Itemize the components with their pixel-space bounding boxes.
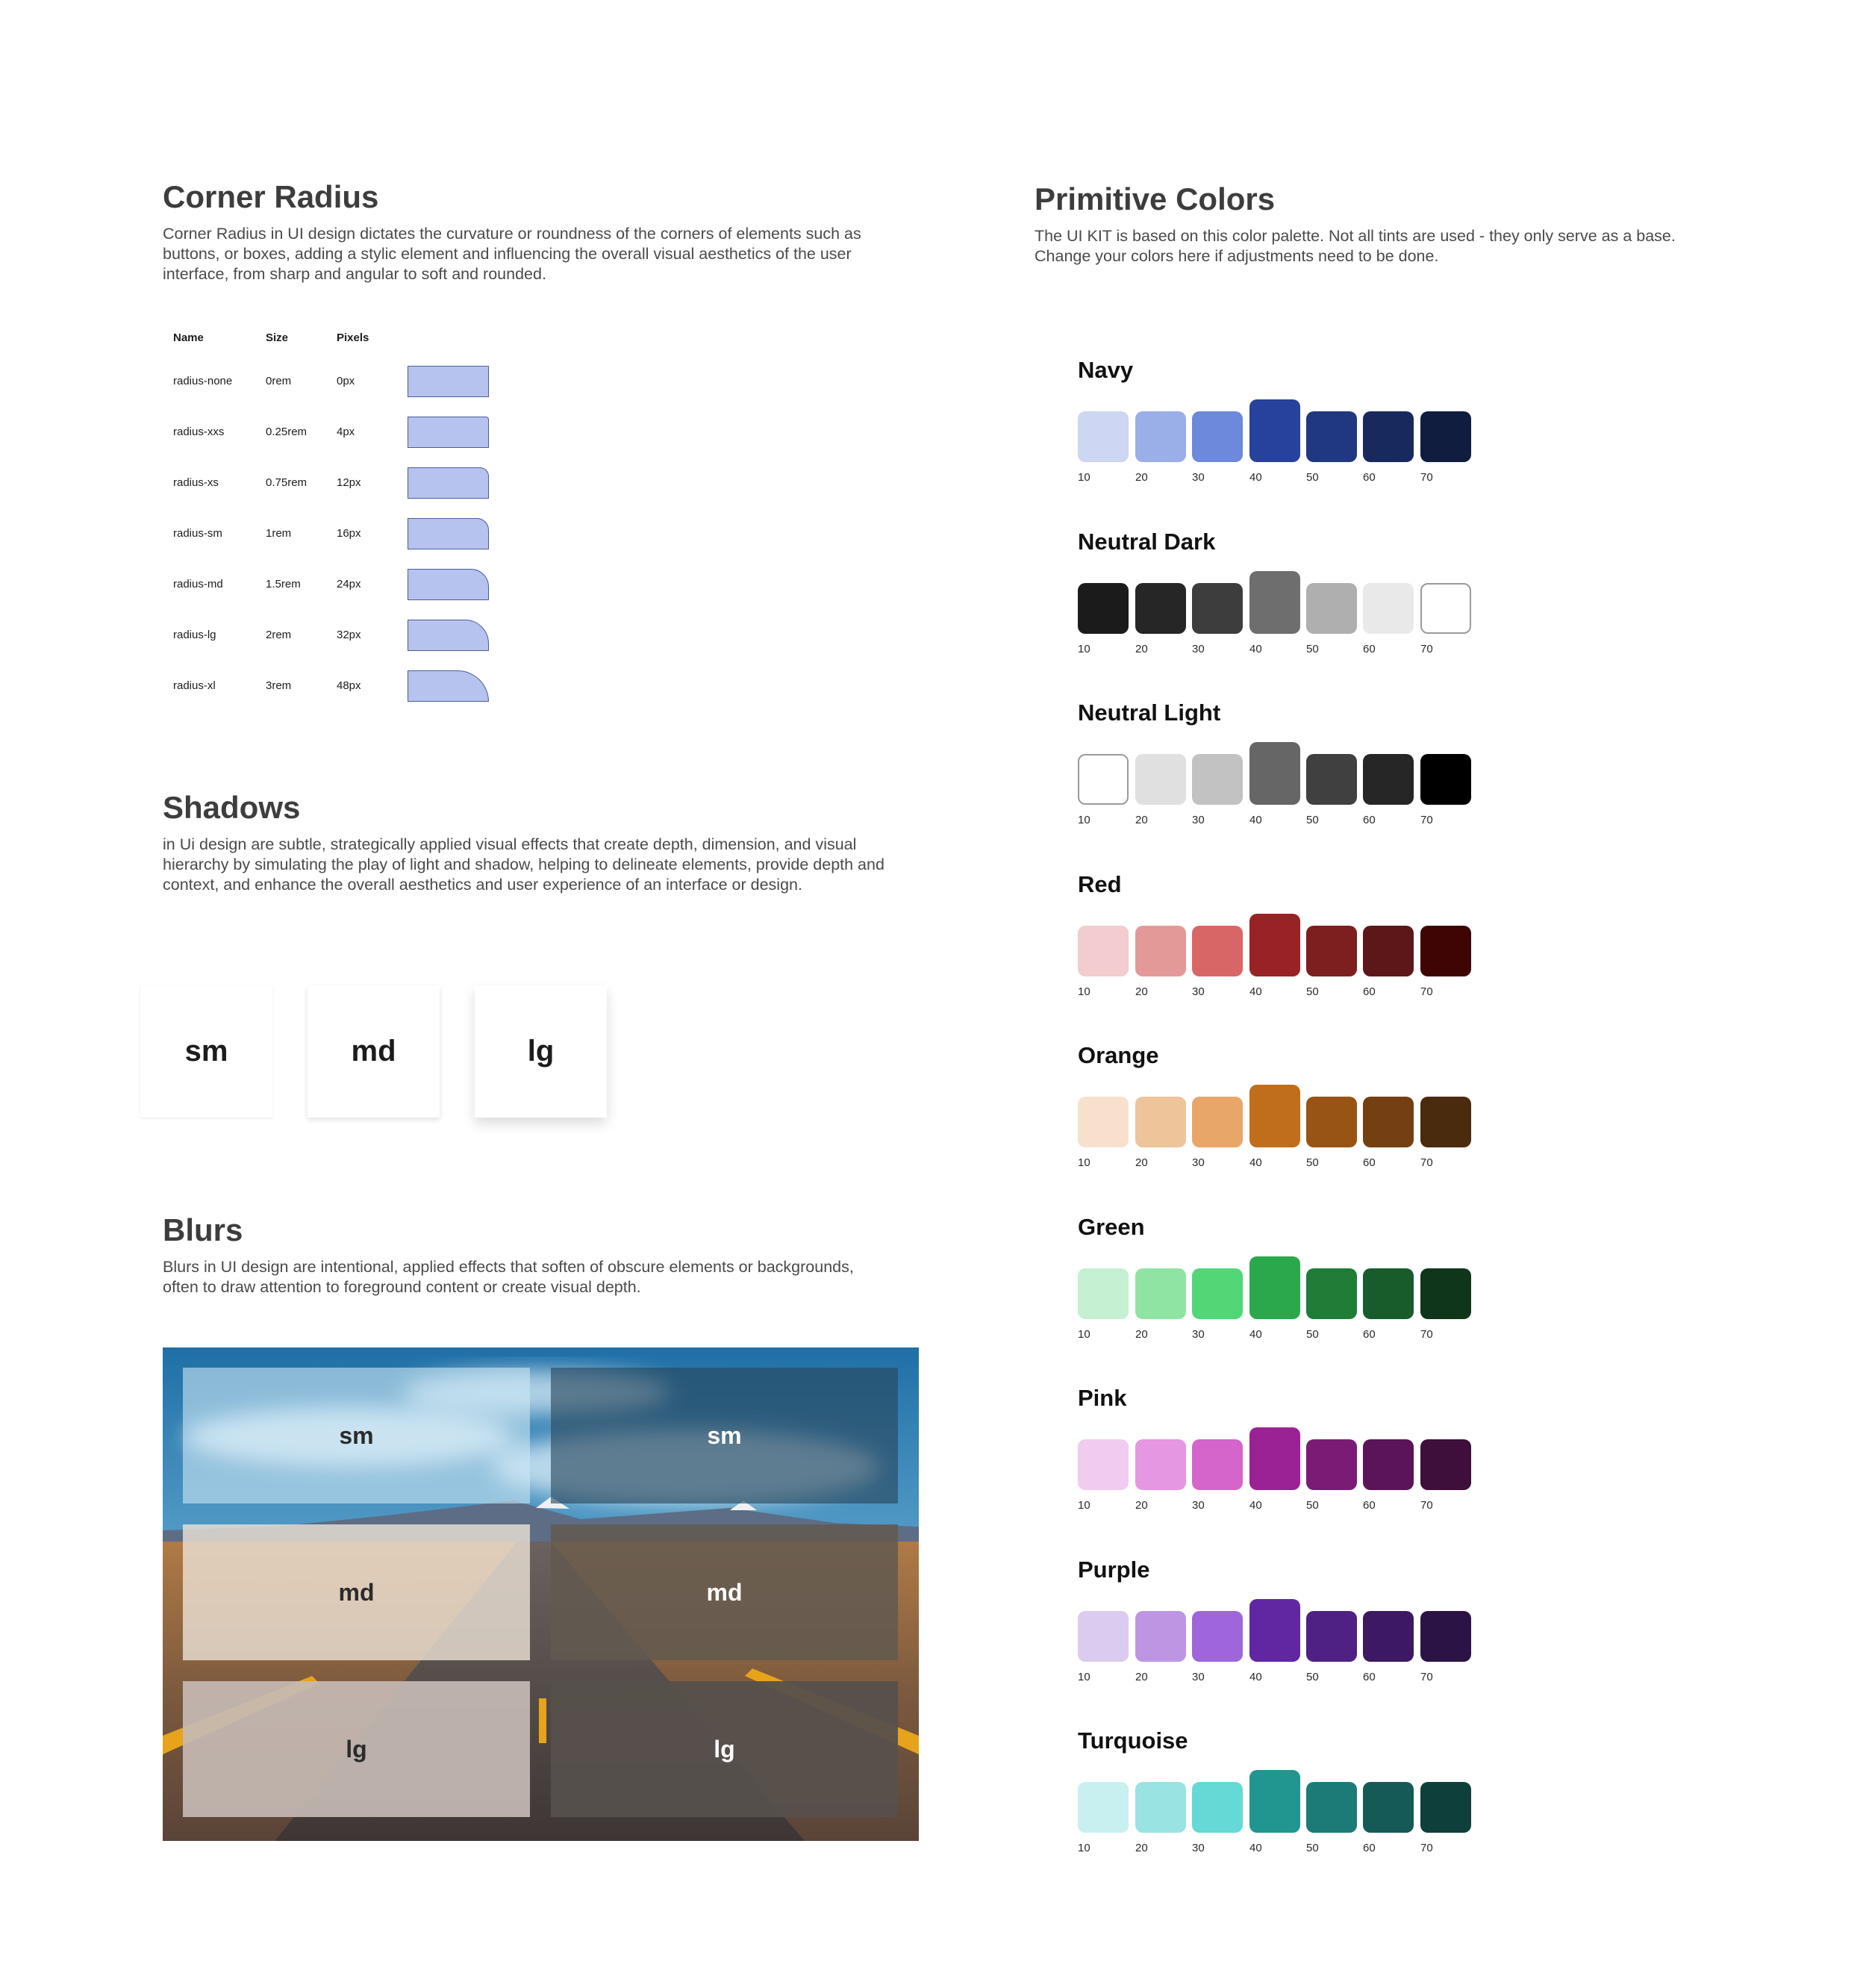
tint-label: 10 <box>1078 1842 1090 1854</box>
color-swatch <box>1249 399 1300 462</box>
tint-label: 70 <box>1420 471 1433 484</box>
tint-label: 50 <box>1306 985 1319 998</box>
shadow-card-lg <box>475 985 607 1118</box>
corner-radius-description: Corner Radius in UI design dictates the curvature or roundness of the corners of elements such as buttons, or boxes, adding a stylic element and influencing the overall visual aesthetics of the user interface, from sharp and angular to soft and rounded. <box>163 225 861 283</box>
palette-title: Purple <box>1078 1556 1150 1583</box>
column-header-name: Name <box>173 331 204 344</box>
color-swatch <box>1306 1782 1357 1833</box>
radius-pixels-cell: 12px <box>337 476 361 489</box>
tint-label: 20 <box>1135 1156 1148 1169</box>
tint-label: 30 <box>1192 814 1205 826</box>
table-row <box>0 366 896 397</box>
corner-radius-title: Corner Radius <box>163 179 379 214</box>
tint-label: 10 <box>1078 1499 1090 1512</box>
color-swatch <box>1420 583 1471 634</box>
radius-pixels-cell: 48px <box>337 679 361 692</box>
radius-preview-swatch <box>408 620 489 651</box>
radius-preview-swatch <box>408 417 489 448</box>
color-swatch <box>1420 411 1471 462</box>
color-swatch <box>1420 1782 1471 1833</box>
table-row <box>0 417 896 448</box>
color-swatch <box>1192 1439 1243 1490</box>
color-swatch <box>1363 1439 1414 1490</box>
tint-label: 70 <box>1420 642 1433 655</box>
color-swatch <box>1420 1097 1471 1147</box>
table-row <box>0 670 896 702</box>
tint-label: 10 <box>1078 1670 1090 1683</box>
tint-label: 30 <box>1192 1156 1205 1169</box>
tint-label: 20 <box>1135 814 1148 826</box>
tint-label: 30 <box>1192 471 1205 484</box>
blur-panel-dark-lg <box>551 1681 898 1817</box>
color-swatch <box>1078 754 1129 805</box>
tint-label: 30 <box>1192 1670 1205 1683</box>
radius-size-cell: 2rem <box>266 629 292 641</box>
radius-name-cell: radius-lg <box>173 629 216 641</box>
color-swatch <box>1306 1268 1357 1319</box>
radius-name-cell: radius-xl <box>173 679 216 692</box>
radius-preview-swatch <box>408 467 489 499</box>
palette-title: Turquoise <box>1078 1727 1188 1754</box>
color-swatch <box>1249 742 1300 805</box>
color-swatch <box>1306 583 1357 634</box>
color-swatch <box>1078 1439 1129 1490</box>
color-swatch <box>1306 1439 1357 1490</box>
color-swatch <box>1249 571 1300 634</box>
tint-label: 40 <box>1249 642 1262 655</box>
color-swatch <box>1363 1268 1414 1319</box>
blur-background-image <box>163 1347 919 1841</box>
color-swatch <box>1135 1097 1186 1147</box>
color-swatch <box>1420 926 1471 976</box>
color-swatch <box>1306 1611 1357 1662</box>
color-swatch <box>1078 1097 1129 1147</box>
blur-label: sm <box>707 1421 742 1449</box>
radius-preview-swatch <box>408 518 489 549</box>
tint-label: 20 <box>1135 1327 1148 1341</box>
radius-pixels-cell: 24px <box>337 578 361 591</box>
radius-pixels-cell: 16px <box>337 527 361 540</box>
radius-pixels-cell: 32px <box>337 629 361 641</box>
color-swatch <box>1249 1085 1300 1147</box>
tint-label: 30 <box>1192 642 1205 655</box>
color-swatch <box>1135 1611 1186 1662</box>
tint-label: 20 <box>1135 985 1148 998</box>
tint-label: 70 <box>1420 1842 1433 1854</box>
tint-label: 50 <box>1306 1499 1319 1512</box>
color-swatch <box>1420 754 1471 805</box>
shadow-card-sm <box>140 985 272 1118</box>
color-swatch <box>1306 1097 1357 1147</box>
radius-name-cell: radius-sm <box>173 527 222 540</box>
tint-label: 10 <box>1078 471 1090 484</box>
tint-label: 40 <box>1249 814 1262 826</box>
shadow-label: lg <box>527 1035 555 1068</box>
tint-label: 40 <box>1249 471 1262 484</box>
tint-label: 60 <box>1363 642 1376 655</box>
color-swatch <box>1078 926 1129 976</box>
color-swatch <box>1192 1097 1243 1147</box>
tint-label: 60 <box>1363 1327 1376 1341</box>
shadow-card-md <box>308 985 440 1118</box>
color-swatch <box>1363 754 1414 805</box>
tint-label: 20 <box>1135 471 1148 484</box>
tint-label: 70 <box>1420 1670 1433 1683</box>
color-swatch <box>1135 583 1186 634</box>
color-swatch <box>1363 1611 1414 1662</box>
tint-label: 60 <box>1363 1156 1376 1169</box>
radius-size-cell: 0.25rem <box>266 426 308 438</box>
color-swatch <box>1192 1782 1243 1833</box>
tint-label: 10 <box>1078 985 1090 998</box>
color-swatch <box>1078 1782 1129 1833</box>
color-swatch <box>1192 583 1243 634</box>
tint-label: 10 <box>1078 814 1090 826</box>
table-row <box>0 518 896 549</box>
palette-title: Red <box>1078 870 1122 897</box>
tint-label: 30 <box>1192 1842 1205 1854</box>
tint-label: 50 <box>1306 1670 1319 1683</box>
tint-label: 60 <box>1363 471 1376 484</box>
radius-pixels-cell: 4px <box>337 426 355 438</box>
tint-label: 60 <box>1363 1499 1376 1512</box>
shadow-label: md <box>351 1035 396 1068</box>
color-swatch <box>1135 754 1186 805</box>
tint-label: 70 <box>1420 1156 1433 1169</box>
color-swatch <box>1135 926 1186 976</box>
color-swatch <box>1135 411 1186 462</box>
tint-label: 50 <box>1306 1156 1319 1169</box>
shadow-label: sm <box>184 1035 228 1068</box>
tint-label: 40 <box>1249 985 1262 998</box>
table-row <box>0 620 896 651</box>
radius-name-cell: radius-xxs <box>173 426 225 438</box>
table-row <box>0 467 896 499</box>
color-swatch <box>1135 1439 1186 1490</box>
tint-label: 60 <box>1363 985 1376 998</box>
tint-label: 60 <box>1363 1842 1376 1854</box>
color-swatch <box>1249 1770 1300 1833</box>
color-swatch <box>1192 754 1243 805</box>
color-swatch <box>1078 583 1129 634</box>
column-header-size: Size <box>266 331 289 344</box>
radius-size-cell: 1rem <box>266 527 292 540</box>
primitive-colors-title: Primitive Colors <box>1035 181 1276 216</box>
color-swatch <box>1420 1268 1471 1319</box>
color-swatch <box>1306 926 1357 976</box>
color-swatch <box>1363 411 1414 462</box>
tint-label: 20 <box>1135 1499 1148 1512</box>
blur-label: sm <box>339 1421 374 1449</box>
tint-label: 70 <box>1420 814 1433 826</box>
blur-panel-light-md <box>183 1524 530 1660</box>
color-swatch <box>1249 1256 1300 1319</box>
tint-label: 40 <box>1249 1842 1262 1854</box>
tint-label: 20 <box>1135 1670 1148 1683</box>
tint-label: 20 <box>1135 642 1148 655</box>
blur-panel-dark-sm <box>551 1368 898 1504</box>
radius-preview-swatch <box>408 670 489 702</box>
blur-label: lg <box>714 1735 735 1763</box>
color-swatch <box>1135 1782 1186 1833</box>
tint-label: 20 <box>1135 1842 1148 1854</box>
color-swatch <box>1306 411 1357 462</box>
tint-label: 40 <box>1249 1670 1262 1683</box>
radius-size-cell: 1.5rem <box>266 578 301 591</box>
tint-label: 30 <box>1192 1327 1205 1341</box>
tint-label: 40 <box>1249 1499 1262 1512</box>
palette-title: Navy <box>1078 357 1134 383</box>
tint-label: 70 <box>1420 1499 1433 1512</box>
palette-title: Orange <box>1078 1042 1159 1068</box>
color-swatch <box>1363 1097 1414 1147</box>
color-swatch <box>1363 926 1414 976</box>
radius-size-cell: 0.75rem <box>266 476 308 489</box>
color-swatch <box>1249 914 1300 976</box>
blur-panel-light-lg <box>183 1681 530 1817</box>
blur-label: lg <box>346 1735 367 1763</box>
palette-title: Green <box>1078 1213 1145 1240</box>
tint-label: 10 <box>1078 642 1090 655</box>
tint-label: 30 <box>1192 1499 1205 1512</box>
tint-label: 30 <box>1192 985 1205 998</box>
radius-pixels-cell: 0px <box>337 375 355 387</box>
color-swatch <box>1192 1611 1243 1662</box>
color-swatch <box>1078 411 1129 462</box>
shadows-description: in Ui design are subtle, strategically applied visual effects that create depth, dimension, and visual hierarchy by simulating the play of light and shadow, helping to delineate elements, provide depth and context, and enhance the overall aesthetics and user experience of an interface or design. <box>163 835 884 894</box>
palette-title: Neutral Dark <box>1078 528 1216 555</box>
tint-label: 70 <box>1420 1327 1433 1341</box>
color-swatch <box>1192 926 1243 976</box>
radius-size-cell: 3rem <box>266 679 292 692</box>
palette-title: Pink <box>1078 1385 1127 1411</box>
blurs-title: Blurs <box>163 1212 243 1247</box>
color-swatch <box>1078 1611 1129 1662</box>
table-row <box>0 569 896 600</box>
primitive-colors-description: The UI KIT is based on this color palette. Not all tints are used - they only serve as a base. Change your colors here if adjustments need to be done. <box>1035 227 1676 265</box>
tint-label: 50 <box>1306 1327 1319 1341</box>
color-swatch <box>1363 1782 1414 1833</box>
blur-label: md <box>706 1578 743 1606</box>
color-swatch <box>1306 754 1357 805</box>
color-swatch <box>1363 583 1414 634</box>
blur-label: md <box>338 1578 375 1606</box>
tint-label: 50 <box>1306 1842 1319 1854</box>
radius-name-cell: radius-none <box>173 375 233 387</box>
radius-preview-swatch <box>408 569 489 600</box>
tint-label: 50 <box>1306 814 1319 826</box>
color-swatch <box>1249 1427 1300 1490</box>
tint-label: 60 <box>1363 1670 1376 1683</box>
color-swatch <box>1249 1599 1300 1662</box>
tint-label: 10 <box>1078 1156 1090 1169</box>
blur-panel-light-sm <box>183 1368 530 1504</box>
tint-label: 70 <box>1420 985 1433 998</box>
column-header-pixels: Pixels <box>337 331 369 344</box>
shadows-title: Shadows <box>163 790 301 825</box>
color-swatch <box>1192 411 1243 462</box>
color-swatch <box>1420 1439 1471 1490</box>
palette-title: Neutral Light <box>1078 699 1221 726</box>
radius-preview-swatch <box>408 366 489 397</box>
radius-name-cell: radius-xs <box>173 476 219 489</box>
color-swatch <box>1192 1268 1243 1319</box>
color-swatch <box>1420 1611 1471 1662</box>
tint-label: 40 <box>1249 1327 1262 1341</box>
color-swatch <box>1078 1268 1129 1319</box>
tint-label: 60 <box>1363 814 1376 826</box>
blur-panel-dark-md <box>551 1524 898 1660</box>
radius-name-cell: radius-md <box>173 578 223 591</box>
radius-size-cell: 0rem <box>266 375 292 387</box>
blurs-description: Blurs in UI design are intentional, applied effects that soften of obscure elements or backgrounds, often to draw attention to foreground content or create visual depth. <box>163 1258 854 1296</box>
tint-label: 50 <box>1306 642 1319 655</box>
tint-label: 40 <box>1249 1156 1262 1169</box>
tint-label: 50 <box>1306 471 1319 484</box>
color-swatch <box>1135 1268 1186 1319</box>
tint-label: 10 <box>1078 1327 1090 1341</box>
